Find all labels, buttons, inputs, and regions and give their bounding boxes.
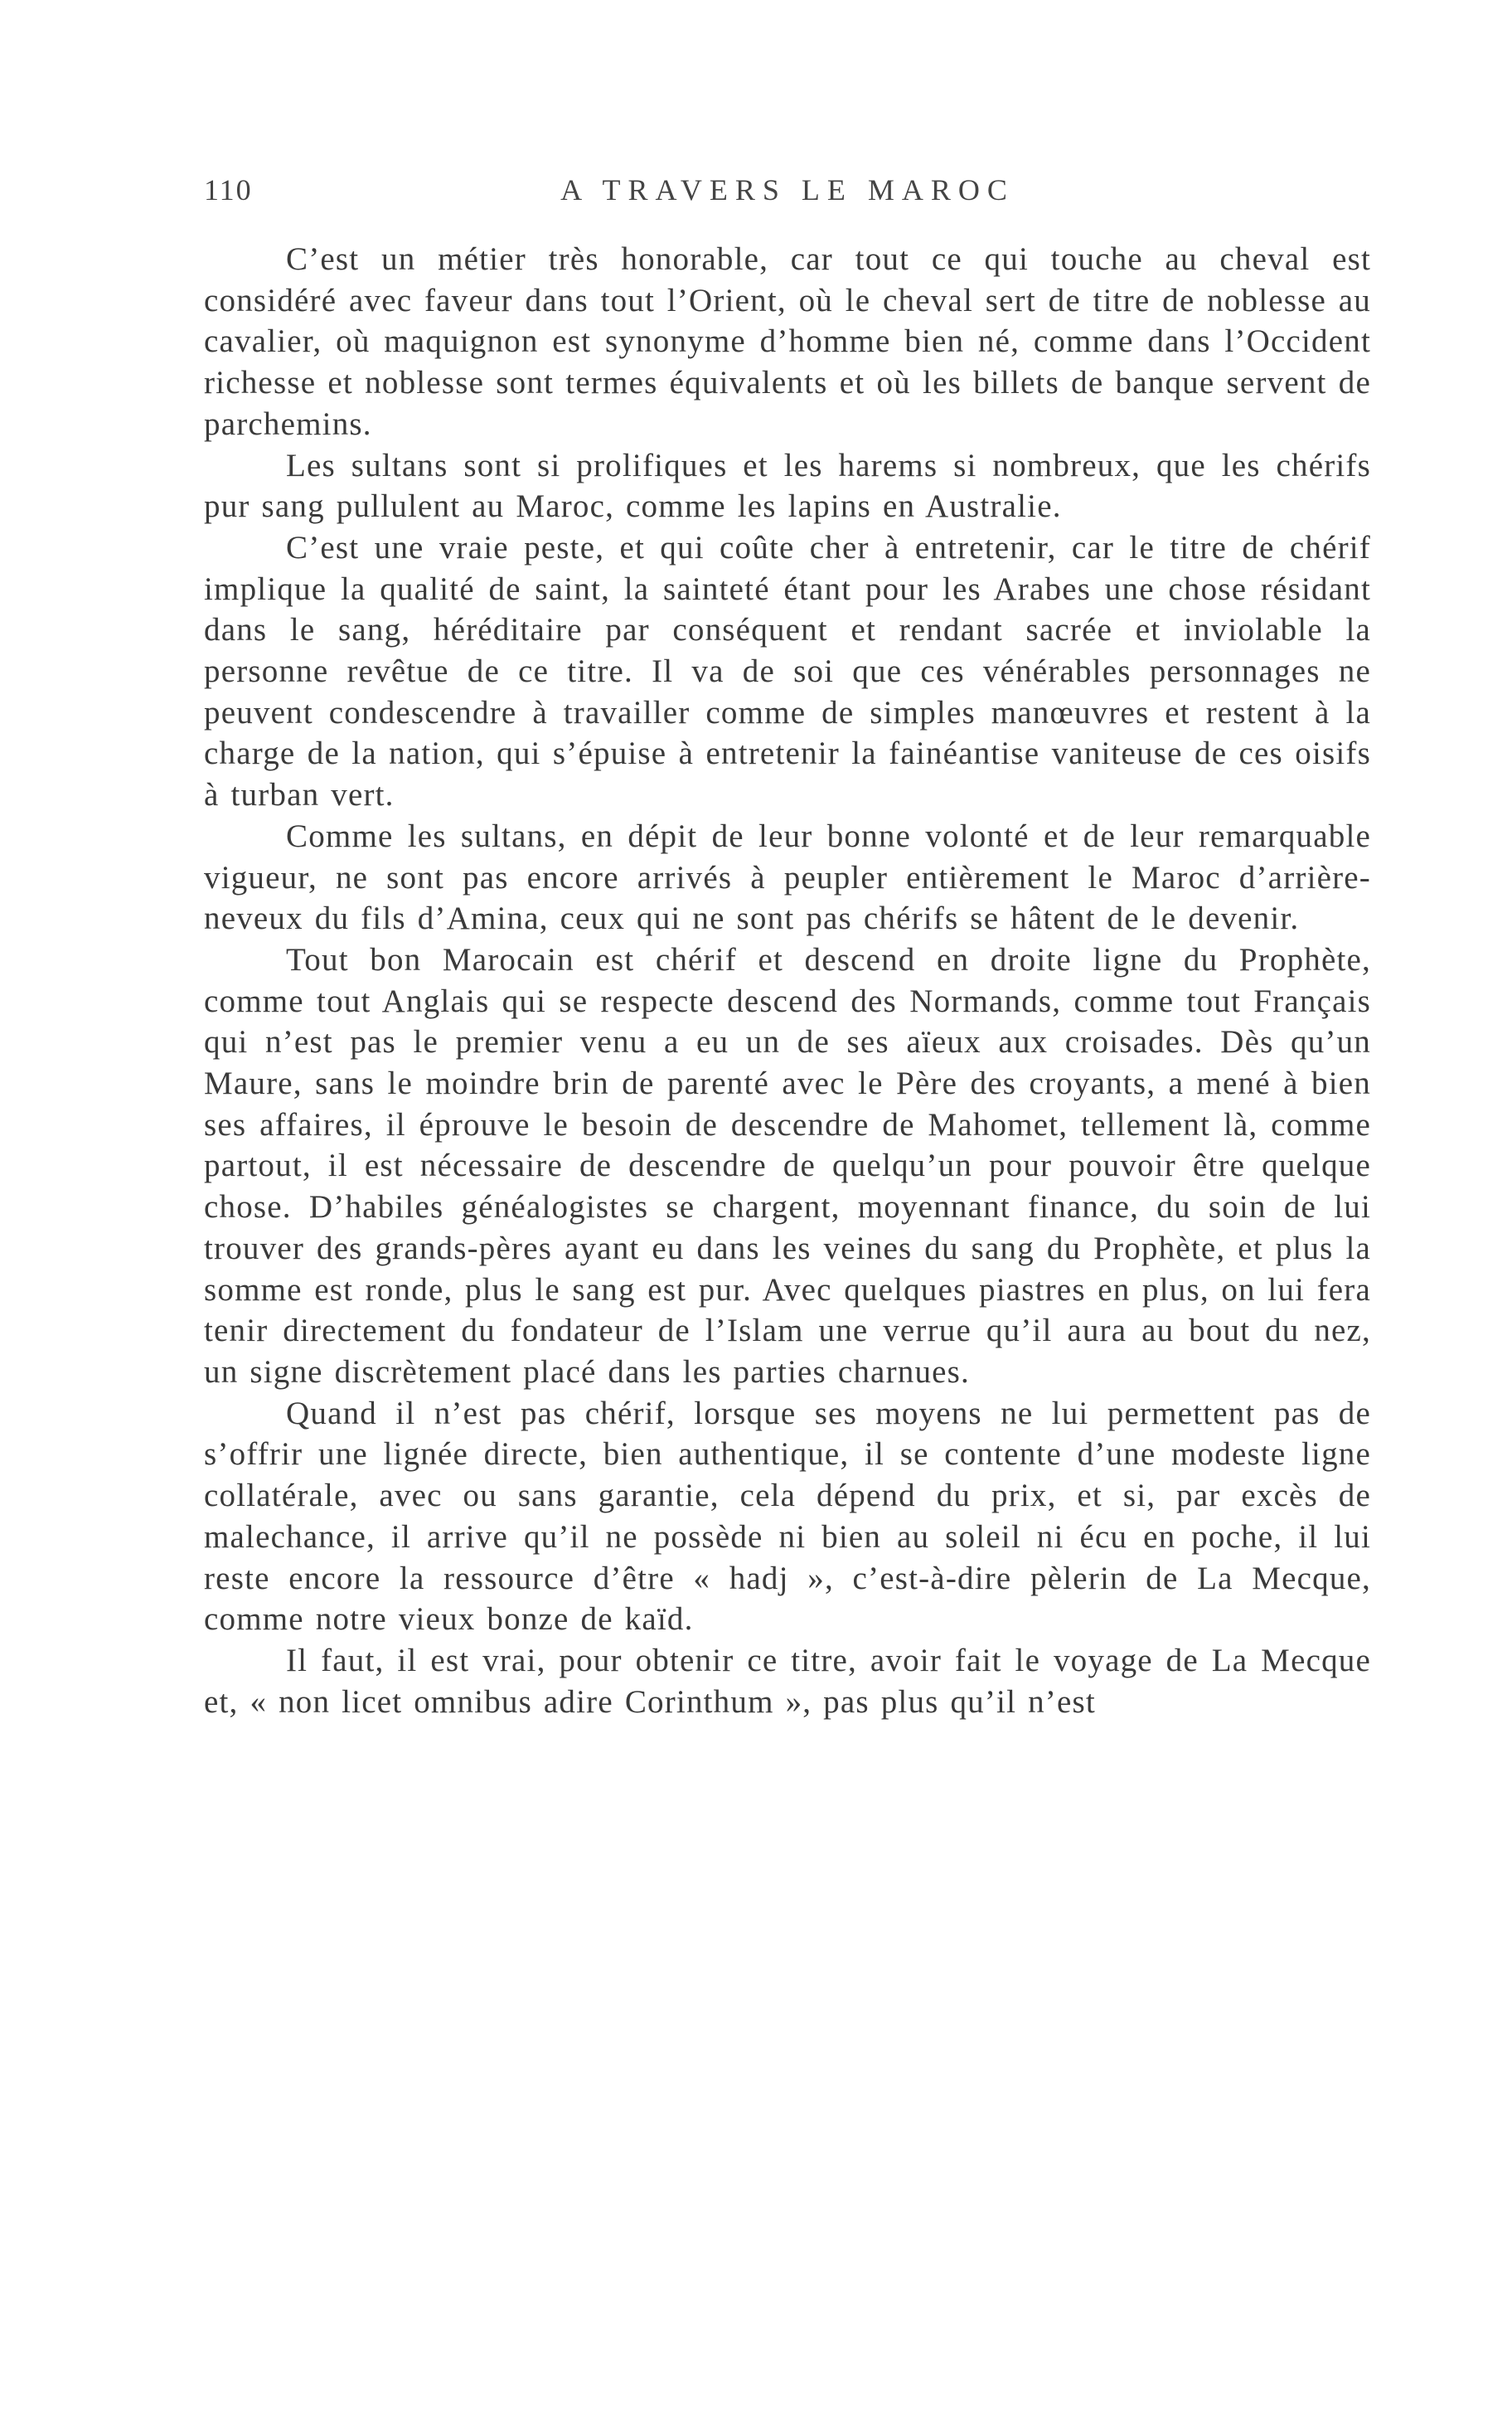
paragraph-mecca: Il faut, il est vrai, pour obtenir ce titre, avoir fait le voyage de La Mecque et, « non licet omnibus adire Corinthum », pas plus qu’il n’est	[204, 1642, 1371, 1720]
body-text	[204, 239, 1371, 1722]
paragraph-plague: C’est une vraie peste, et qui coûte cher à entretenir, car le titre de chérif implique la qualité de saint, la sainteté étant pour les Arabes une chose résidant dans le sang, héréditaire par conséquent et rendant sacrée et inviolable la personne revêtue de ce titre. Il va de soi que ces vénérables personnages ne peuvent condescendre à travailler comme de simples manœuvres et restent à la charge de la nation, qui s’épuise à entretenir la fainéantise vaniteuse de ces oisifs à turban vert.	[204, 529, 1371, 813]
paragraph-genealogy: Tout bon Marocain est chérif et descend en droite ligne du Prophète, comme tout Anglais qui se respecte descend des Normands, comme tout Français qui n’est pas le premier venu a eu un de ses aïeux aux croisades. Dès qu’un Maure, sans le moindre brin de parenté avec le Père des croyants, a mené à bien ses affaires, il éprouve le besoin de descendre de Mahomet, tellement là, comme partout, il est nécessaire de descendre de quelqu’un pour pouvoir être quelque chose. D’habiles généalogistes se chargent, moyennant finance, du soin de lui trouver des grands-pères ayant eu dans les veines du sang du Prophète, et plus la somme est ronde, plus le sang est pur. Avec quelques piastres en plus, on lui fera tenir directement du fondateur de l’Islam une verrue qu’il aura au bout du nez, un signe discrètement placé dans les parties charnues.	[204, 941, 1371, 1390]
running-header	[204, 172, 1371, 222]
paragraph-sultans: Les sultans sont si prolifiques et les harems si nombreux, que les chérifs pur sang pullulent au Maroc, comme les lapins en Australie.	[204, 447, 1371, 525]
paragraph-hadj: Quand il n’est pas chérif, lorsque ses moyens ne lui permettent pas de s’offrir une lignée directe, bien authentique, il se contente d’une modeste ligne collatérale, avec ou sans garantie, cela dépend du prix, et si, par excès de malechance, il arrive qu’il ne possède ni bien au soleil ni écu en poche, il lui reste encore la ressource d’être « hadj », c’est-à-dire pèlerin de La Mecque, comme notre vieux bonze de kaïd.	[204, 1395, 1371, 1638]
paragraph-horse-trade: C’est un métier très honorable, car tout ce qui touche au cheval est considéré avec faveur dans tout l’Orient, où le cheval sert de titre de noblesse au cavalier, où maquignon est synonyme d’homme bien né, comme dans l’Occident richesse et noblesse sont termes équivalents et où les billets de banque servent de parchemins.	[204, 241, 1371, 442]
page-number: 110	[204, 173, 253, 206]
paragraph-descendants: Comme les sultans, en dépit de leur bonne volonté et de leur remarquable vigueur, ne sont pas encore arrivés à peupler entièrement le Maroc d’arrière-neveux du fils d’Amina, ceux qui ne sont pas chérifs se hâtent de le devenir.	[204, 818, 1371, 937]
running-title: A TRAVERS LE MAROC	[560, 173, 1015, 206]
